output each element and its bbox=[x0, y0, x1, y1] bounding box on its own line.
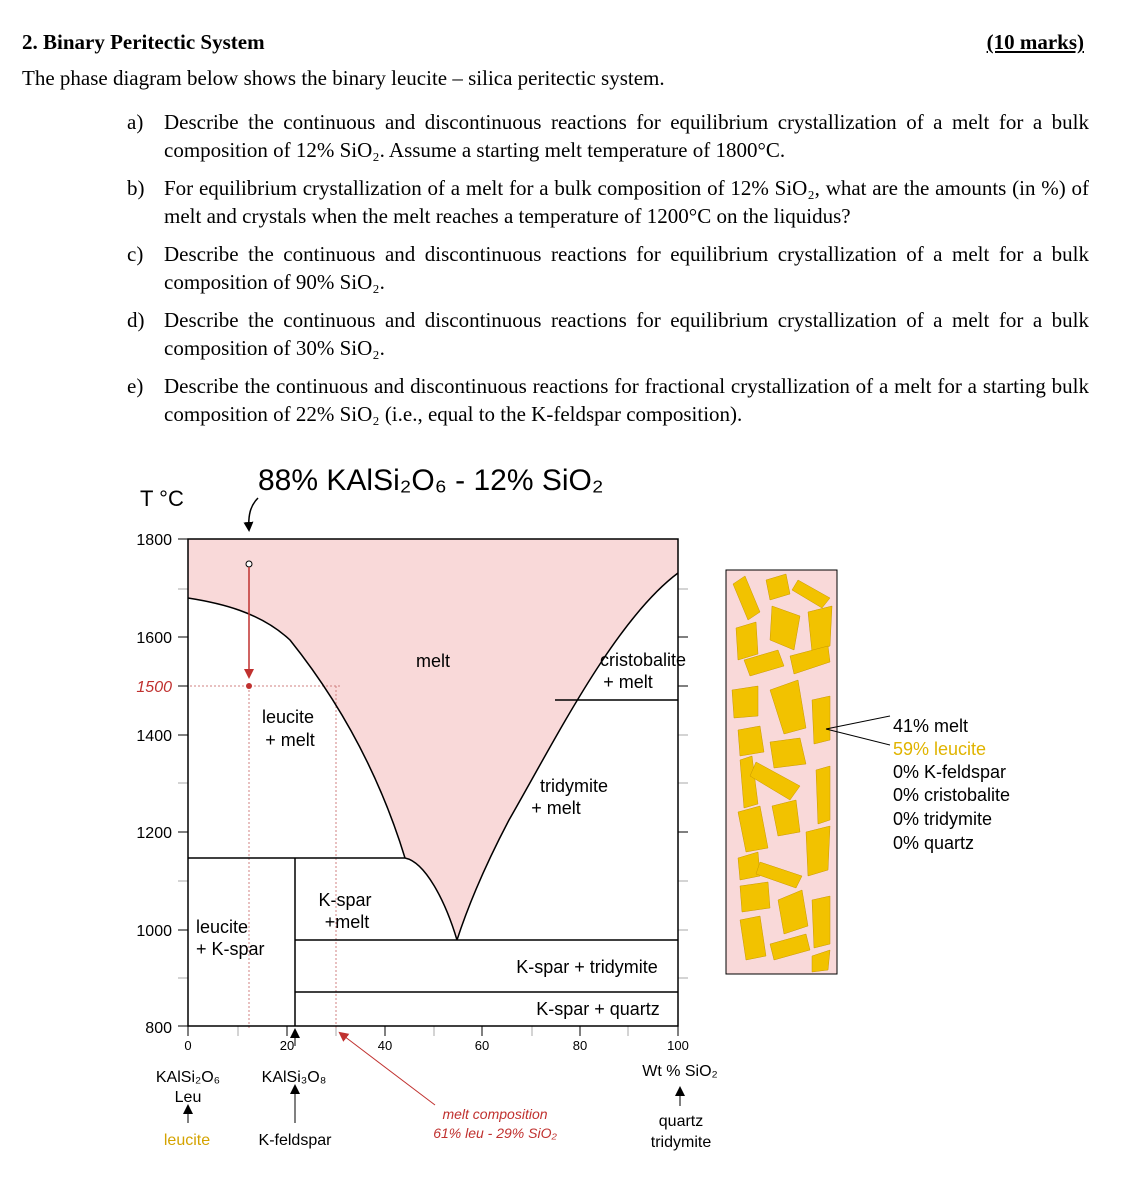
question-text: For equilibrium crystallization of a melt for a bulk composition of 12% SiO₂, what are the amounts (in %) of melt and crystals when the melt reaches a temperature of 1200°C on the liquidus? bbox=[164, 176, 1089, 228]
region-tridymite-melt: tridymite bbox=[539, 776, 609, 796]
x-tick-label: 60 bbox=[474, 1038, 490, 1053]
region-cristobalite: cristobalite bbox=[599, 650, 687, 670]
x-tick-label: 40 bbox=[377, 1038, 393, 1053]
leucite-name: leucite bbox=[163, 1132, 211, 1149]
legend-cristobalite: 0% cristobalite bbox=[893, 785, 1011, 805]
question-label: d) bbox=[127, 308, 145, 332]
legend-quartz: 0% quartz bbox=[893, 833, 975, 853]
melt-region bbox=[188, 539, 678, 940]
legend-leucite: 59% leucite bbox=[893, 739, 987, 759]
legend-kfeldspar: 0% K-feldspar bbox=[893, 762, 1007, 782]
y-axis-label: T °C bbox=[140, 486, 184, 511]
y-tick-label: 1800 bbox=[136, 532, 172, 549]
region-kspar-melt: +melt bbox=[324, 912, 370, 932]
region-kspar-melt: K-spar bbox=[318, 890, 372, 910]
region-cristobalite: + melt bbox=[603, 672, 653, 692]
region-leucite-melt: leucite bbox=[261, 707, 315, 727]
y-tick-label: 1600 bbox=[136, 630, 172, 647]
legend-melt: 41% melt bbox=[893, 716, 969, 736]
question-label: a) bbox=[127, 110, 144, 134]
question-label: e) bbox=[127, 374, 144, 398]
y-tick-label: 1200 bbox=[136, 825, 172, 842]
marks-label: (10 marks) bbox=[986, 30, 1084, 54]
x-tick-label: 100 bbox=[667, 1038, 689, 1053]
composition-title: 88% KAlSi₂O₆ - 12% SiO₂ bbox=[258, 464, 604, 497]
y-tick-label: 1400 bbox=[136, 728, 172, 745]
x-tick-label: 20 bbox=[279, 1038, 295, 1053]
leucite-abbr: Leu bbox=[174, 1089, 202, 1106]
melt-point-1500 bbox=[246, 683, 252, 689]
y-tick-label: 1000 bbox=[136, 923, 172, 940]
phase-legend bbox=[893, 716, 1010, 853]
question-text: Describe the continuous and discontinuous reactions for equilibrium crystallization of a melt for a bulk composition of 90% SiO₂. bbox=[164, 242, 1089, 294]
region-kspar-tridymite: K-spar + tridymite bbox=[516, 957, 658, 977]
kfeldspar-formula: KAlSi₃O₈ bbox=[261, 1069, 327, 1086]
question-text: Describe the continuous and discontinuous reactions for fractional crystallization of a melt for a starting bulk composition of 22% SiO₂ (i.e., equal to the K-feldspar composition). bbox=[164, 374, 1089, 426]
question-label: b) bbox=[127, 176, 145, 200]
region-kspar-quartz: K-spar + quartz bbox=[536, 999, 660, 1019]
x-tick-label: 80 bbox=[572, 1038, 588, 1053]
question-heading: 2. Binary Peritectic System bbox=[22, 30, 265, 54]
start-point bbox=[246, 561, 252, 567]
region-tridymite-melt: + melt bbox=[531, 798, 581, 818]
question-text: Describe the continuous and discontinuous reactions for equilibrium crystallization of a melt for a bulk composition of 12% SiO₂. Assume a starting melt temperature of 1800°C. bbox=[164, 110, 1089, 162]
y-tick-label-highlight: 1500 bbox=[136, 679, 172, 696]
question-label: c) bbox=[127, 242, 144, 266]
region-leucite-kspar: leucite bbox=[196, 917, 249, 937]
crystal-panel bbox=[726, 570, 837, 974]
x-axis-label: Wt % SiO₂ bbox=[642, 1063, 718, 1080]
sio2-name: quartz bbox=[658, 1113, 704, 1130]
region-leucite-kspar: + K-spar bbox=[196, 939, 265, 959]
melt-composition-label: 61% leu - 29% SiO₂ bbox=[433, 1125, 557, 1141]
legend-tridymite: 0% tridymite bbox=[893, 809, 993, 829]
question-text: Describe the continuous and discontinuous reactions for equilibrium crystallization of a melt for a bulk composition of 30% SiO₂. bbox=[164, 308, 1089, 360]
x-tick-label: 0 bbox=[184, 1038, 192, 1053]
y-tick-label: 800 bbox=[145, 1020, 172, 1037]
region-leucite-melt: + melt bbox=[265, 730, 315, 750]
region-melt: melt bbox=[415, 651, 451, 671]
sio2-name: tridymite bbox=[650, 1134, 712, 1151]
composition-arrow bbox=[249, 498, 258, 530]
melt-composition-label: melt composition bbox=[442, 1106, 548, 1122]
kfeldspar-name: K-feldspar bbox=[258, 1132, 332, 1149]
intro-text: The phase diagram below shows the binary leucite – silica peritectic system. bbox=[22, 66, 665, 90]
leucite-formula: KAlSi₂O₆ bbox=[155, 1069, 221, 1086]
